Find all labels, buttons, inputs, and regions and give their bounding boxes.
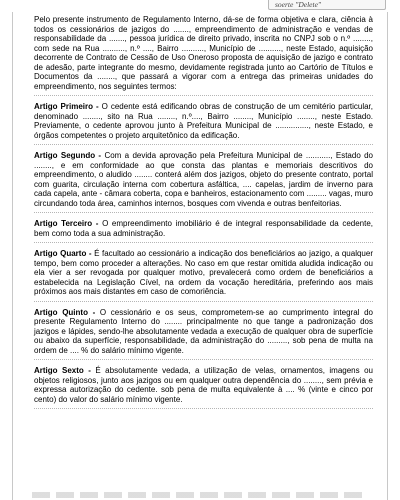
article-3-text: O empreendimento imobiliário é de integral responsabilidade da cedente, bem como toda a sua administração. [34,219,374,238]
article-3 [34,219,373,238]
article-2-title: Artigo Segundo - [34,151,102,160]
article-5-text: O cessionário e os seus, comprometem-se ao cumprimento integral do presente Regulamento Interno do ........ principalmente no que tange a padronização dos jazigos e lápides, sendo-lhe absolutamente vedada a execução de qualquer obra de superfície ou abaixo da superfície, responsabilidade, da administração do ........., sob pena de multa na ordem de .... % do salário mínimo vigente. [34,307,373,355]
intro-paragraph: Pelo presente instrumento de Regulamento Interno, dá-se de forma objetiva e clara, ciência à todos os cessionários de jazigos do ......., empreendimento de administração e vendas de responsabilidade da ......., pessoa jurídica de direito privado, inscrita no CNPJ sob o n.º ........, com sede na Rua .........., n.º ...., Bairro .........., Município de .........., neste Estado, aquisição decorrente de Contrato de Cessão de Uso Oneroso proposta de aquisição de jazigo e contrato de adesão, parte integrante do mesmo, devidamente registrada junto ao Cartório de Títulos e Documentos da ........, que passará a vigorar com a entrega das primeiras unidades do empreendimento, nos seguintes termos: [34,15,373,91]
section-divider [34,359,373,360]
article-4 [34,249,373,297]
article-5 [34,308,373,356]
section-divider [34,212,373,213]
document-tab-label: soerte "Delete" [268,0,386,10]
article-1-title: Artigo Primeiro - [34,102,99,111]
article-3-title: Artigo Terceiro - [34,219,99,228]
article-1-text: O cedente está edificando obras de construção de um cemitério particular, denominado ........, sito na Rua ........, n.º...., Bairro ........, Município ........, neste Estado. Previamente, o cedente aprovou junto à Prefeitura Municipal de ..............., neste Estado, e órgãos competentes o projeto arquitetônico da edificação. [34,102,373,140]
article-6-title: Artigo Sexto - [34,366,91,375]
section-divider [34,242,373,243]
article-6-text: É absolutamente vedada, a utilização de velas, ornamentos, imagens ou objetos religiosos, junto aos jazigos ou em qualquer outra dependência do ........, sem prévia e expressa autorização do cedente. sob pena de multa equivalente à .... % (vinte e cinco por cento) do valor do salário mínimo vigente. [34,366,373,404]
article-4-text: É facultado ao cessionário a indicação dos beneficiários ao jazigo, a qualquer tempo, bem como proceder a alterações. No caso em que restar omitida aludida indicação ou ela vier a ser revogada por qualquer motivo, prevalecerá como ordem de beneficiários a estabelecida na Legislação Cível, na ordem da vocação hereditária, preferindo aos mais próximos aos mais distantes em caso de comoriência. [34,249,373,296]
document-page [12,12,388,500]
article-4-title: Artigo Quarto - [34,249,92,258]
article-5-title: Artigo Quinto - [34,307,96,317]
section-divider [34,144,373,145]
section-divider [34,301,373,302]
section-divider [34,95,373,96]
article-2-text: Com a devida aprovação pela Prefeitura Municipal de ..........., Estado do ........, e em conformidade ao que consta das plantas e memoriais descritivos do empreendimento, o aludido ........ conterá além dos jazigos, objeto do presente contrato, portal com guarita, circulação interna com cobertura asfáltica, .... capelas, jardim de inverno para cada capela, ante - câmara coberta, copa e banheiros, estacionamento com ......... vagas, muro circundando toda área, caminhos internos, bosques com vivenda e outras benfeitorias. [34,151,373,208]
section-divider [34,408,373,409]
faded-next-line [32,492,362,498]
article-6 [34,366,373,404]
article-2 [34,151,373,208]
article-1 [34,102,373,140]
